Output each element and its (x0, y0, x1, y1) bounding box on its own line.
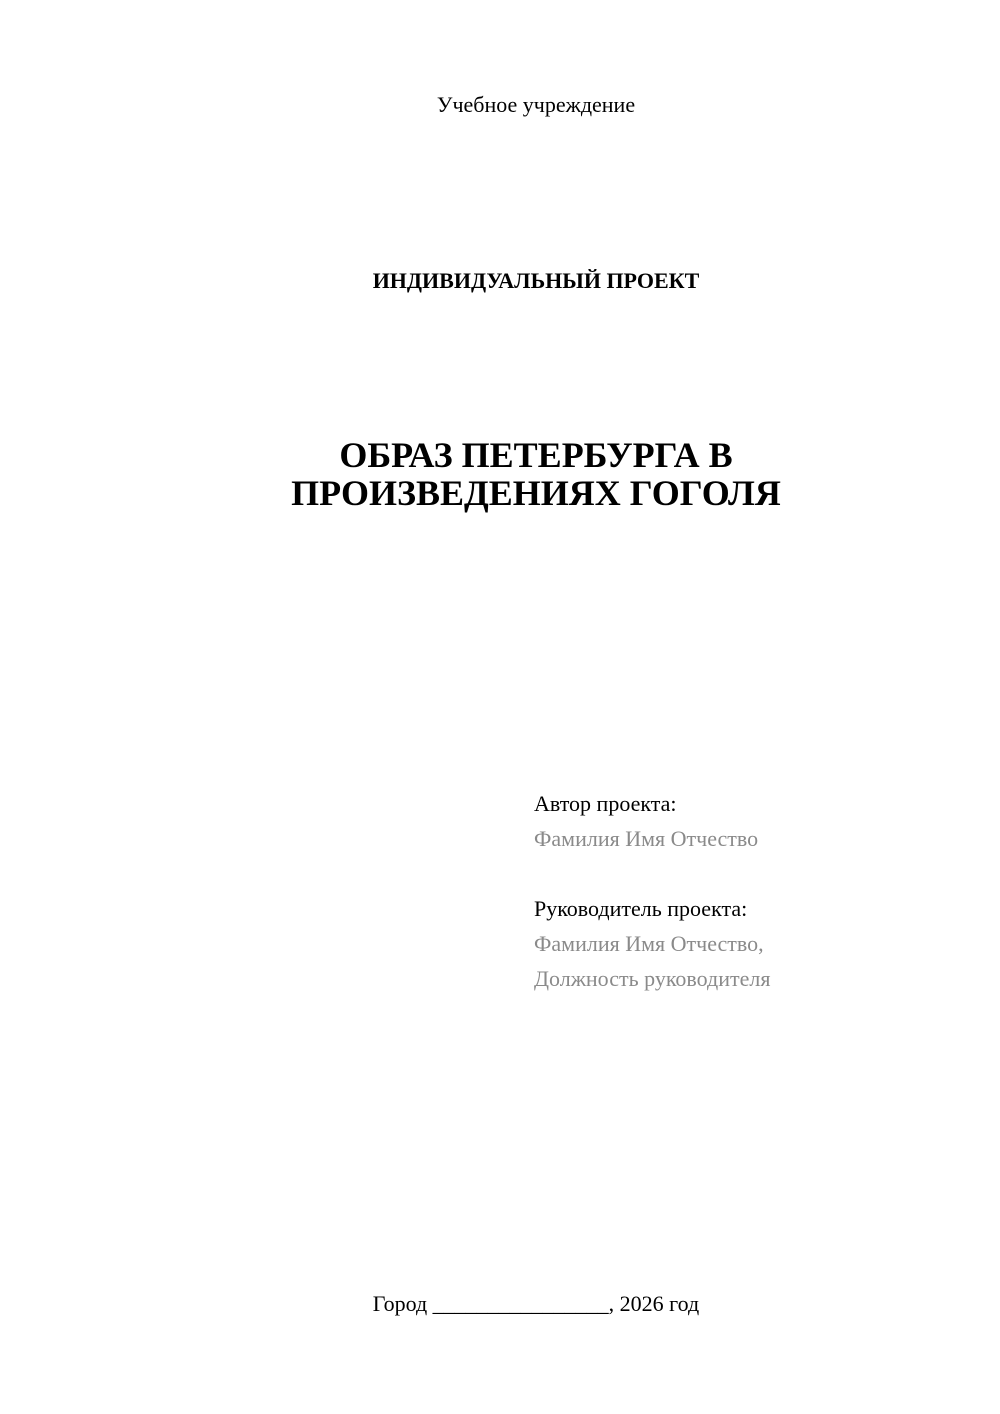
supervisor-name: Фамилия Имя Отчество, (534, 931, 764, 956)
project-title (200, 436, 872, 512)
project-title-line-2: ПРОИЗВЕДЕНИЯХ ГОГОЛЯ (291, 473, 781, 513)
document-type: ИНДИВИДУАЛЬНЫЙ ПРОЕКТ (372, 268, 700, 293)
institution-name: Учебное учреждение (436, 92, 636, 117)
author-label: Автор проекта: (534, 791, 677, 816)
author-name: Фамилия Имя Отчество (534, 826, 759, 851)
project-title-line-1: ОБРАЗ ПЕТЕРБУРГА В (339, 435, 733, 475)
credits-spacer (534, 856, 974, 891)
supervisor-position: Должность руководителя (534, 966, 771, 991)
credits-block (534, 786, 974, 996)
city-year-line: Город ________________, 2026 год (372, 1291, 700, 1316)
supervisor-label: Руководитель проекта: (534, 896, 748, 921)
